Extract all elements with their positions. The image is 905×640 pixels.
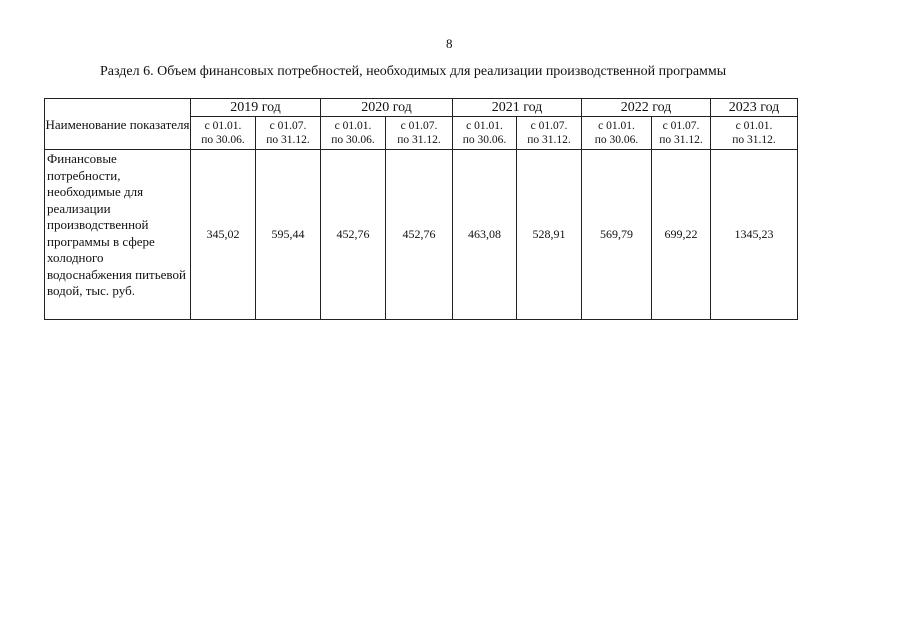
value-cell: 569,79 xyxy=(582,150,652,320)
financial-needs-table xyxy=(44,98,798,320)
period-header xyxy=(652,117,711,150)
period-to: по 31.12. xyxy=(732,134,776,146)
period-header xyxy=(453,117,517,150)
period-from: с 01.07. xyxy=(530,120,568,132)
period-to: по 31.12. xyxy=(659,134,703,146)
year-header-2021: 2021 год xyxy=(453,99,582,117)
page-number: 8 xyxy=(446,36,453,51)
value-cell: 452,76 xyxy=(386,150,453,320)
period-header xyxy=(386,117,453,150)
period-to: по 31.12. xyxy=(397,134,441,146)
period-from: с 01.01. xyxy=(735,120,773,132)
period-from: с 01.01. xyxy=(598,120,635,132)
period-from: с 01.07. xyxy=(400,120,438,132)
year-header-2020: 2020 год xyxy=(321,99,453,117)
value-cell: 528,91 xyxy=(517,150,582,320)
period-header xyxy=(256,117,321,150)
indicator-name-header: Наименование показателя xyxy=(45,99,191,150)
period-from: с 01.01. xyxy=(204,120,242,132)
period-from: с 01.07. xyxy=(662,120,700,132)
value-cell: 452,76 xyxy=(321,150,386,320)
period-to: по 30.06. xyxy=(331,134,375,146)
value-cell: 345,02 xyxy=(191,150,256,320)
indicator-label: Финансовые потребности, необходимые для реализации производственной программы в сфере холодного водоснабжения питьевой водой, тыс. руб. xyxy=(45,150,191,320)
period-header xyxy=(517,117,582,150)
value-cell: 699,22 xyxy=(652,150,711,320)
period-to: по 30.06. xyxy=(462,134,507,146)
period-header xyxy=(582,117,652,150)
period-from: с 01.07. xyxy=(269,120,307,132)
period-header xyxy=(191,117,256,150)
section-title: Раздел 6. Объем финансовых потребностей, необходимых для реализации производственной программы xyxy=(100,64,727,79)
period-to: по 30.06. xyxy=(594,134,639,146)
period-header xyxy=(711,117,798,150)
value-cell: 595,44 xyxy=(256,150,321,320)
value-cell: 463,08 xyxy=(453,150,517,320)
period-from: с 01.01. xyxy=(334,120,372,132)
year-header-row xyxy=(45,99,798,117)
table-row xyxy=(45,150,798,320)
period-to: по 31.12. xyxy=(266,134,310,146)
year-header-2023: 2023 год xyxy=(711,99,798,117)
period-to: по 30.06. xyxy=(201,134,245,146)
period-to: по 31.12. xyxy=(527,134,571,146)
year-header-2022: 2022 год xyxy=(582,99,711,117)
year-header-2019: 2019 год xyxy=(191,99,321,117)
period-from: с 01.01. xyxy=(466,120,503,132)
value-cell: 1345,23 xyxy=(711,150,798,320)
period-header xyxy=(321,117,386,150)
